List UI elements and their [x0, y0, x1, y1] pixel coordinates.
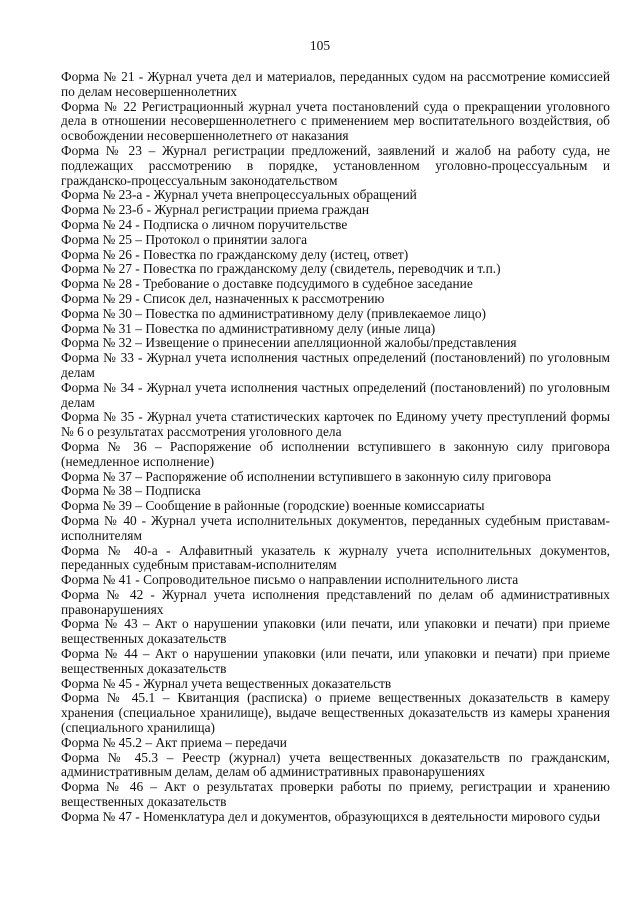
form-entry-23: Форма № 23 – Журнал регистрации предложений, заявлений и жалоб на работу суда, не подлежащих рассмотрению в порядке, установленном уголовно-процессуальным и гражданско-процессуальным законодательством [61, 142, 610, 188]
form-entry-40: Форма № 40 - Журнал учета исполнительных документов, переданных судебным приставам-исполнителям [61, 512, 610, 543]
form-entry-28: Форма № 28 - Требование о доставке подсудимого в судебное заседание [61, 276, 473, 292]
form-entry-45: Форма № 45 - Журнал учета вещественных доказательств [61, 675, 392, 691]
form-entry-46: Форма № 46 – Акт о результатах проверки работы по приему, регистрации и хранению вещественных доказательств [61, 779, 610, 810]
form-entry-30: Форма № 30 – Повестка по административному делу (привлекаемое лицо) [61, 305, 486, 321]
form-entry-38: Форма № 38 – Подписка [61, 483, 201, 499]
forms-list [61, 70, 610, 825]
form-entry-27: Форма № 27 - Повестка по гражданскому делу (свидетель, переводчик и т.п.) [61, 261, 501, 277]
form-entry-36: Форма № 36 – Распоряжение об исполнении вступившего в законную силу приговора (немедленное исполнение) [61, 438, 610, 469]
form-entry-45-3: Форма № 45.3 – Реестр (журнал) учета вещественных доказательств по гражданским, административным делам, делам об административных правонарушениях [61, 749, 610, 780]
form-entry-32: Форма № 32 – Извещение о принесении апелляционной жалобы/представления [61, 335, 517, 351]
form-entry-25: Форма № 25 – Протокол о принятии залога [61, 231, 308, 247]
form-entry-47: Форма № 47 - Номенклатура дел и документов, образующихся в деятельности мирового судьи [61, 808, 601, 824]
form-entry-44: Форма № 44 – Акт о нарушении упаковки (или печати, или упаковки и печати) при приеме вещественных доказательств [61, 646, 610, 676]
form-entry-29: Форма № 29 - Список дел, назначенных к рассмотрению [61, 290, 385, 306]
form-entry-45-2: Форма № 45.2 – Акт приема – передачи [61, 734, 287, 750]
form-entry-31: Форма № 31 – Повестка по административному делу (иные лица) [61, 320, 436, 336]
form-entry-26: Форма № 26 - Повестка по гражданскому делу (истец, ответ) [61, 246, 409, 262]
page-number: 105 [309, 38, 331, 53]
form-entry-34: Форма № 34 - Журнал учета исполнения частных определений (постановлений) по уголовным делам [61, 379, 610, 410]
form-entry-39: Форма № 39 – Сообщение в районные (городские) военные комиссариаты [61, 498, 485, 514]
form-entry-24: Форма № 24 - Подписка о личном поручительстве [61, 216, 348, 232]
form-entry-33: Форма № 33 - Журнал учета исполнения частных определений (постановлений) по уголовным делам [61, 350, 610, 380]
form-entry-23b: Форма № 23-б - Журнал регистрации приема граждан [61, 202, 370, 218]
form-entry-35: Форма № 35 - Журнал учета статистических карточек по Единому учету преступлений формы № 6 о результатах рассмотрения уголовного дела [61, 409, 610, 440]
form-entry-21: Форма № 21 - Журнал учета дел и материалов, переданных судом на рассмотрение комиссией по делам несовершеннолетних [61, 69, 610, 99]
form-entry-40a: Форма № 40-а - Алфавитный указатель к журналу учета исполнительных документов, переданных судебным приставам-исполнителям [61, 542, 610, 573]
form-entry-43: Форма № 43 – Акт о нарушении упаковки (или печати, или упаковки и печати) при приеме вещественных доказательств [61, 616, 610, 647]
form-entry-22: Форма № 22 Регистрационный журнал учета постановлений суда о прекращении уголовного дела в отношении несовершеннолетнего с применением мер воспитательного воздействия, об освобождении несовершеннолетнего от наказания [61, 98, 610, 144]
form-entry-41: Форма № 41 - Сопроводительное письмо о направлении исполнительного листа [61, 572, 519, 588]
form-entry-45-1: Форма № 45.1 – Квитанция (расписка) о приеме вещественных доказательств в камеру хранения (специальное хранилище), выдаче вещественных доказательств из камеры хранения (специального хранилища) [61, 690, 610, 736]
form-entry-42: Форма № 42 - Журнал учета исполнения представлений по делам об административных правонарушениях [61, 586, 610, 617]
form-entry-37: Форма № 37 – Распоряжение об исполнении вступившего в законную силу приговора [61, 468, 552, 484]
form-entry-23a: Форма № 23-а - Журнал учета внепроцессуальных обращений [61, 187, 417, 203]
